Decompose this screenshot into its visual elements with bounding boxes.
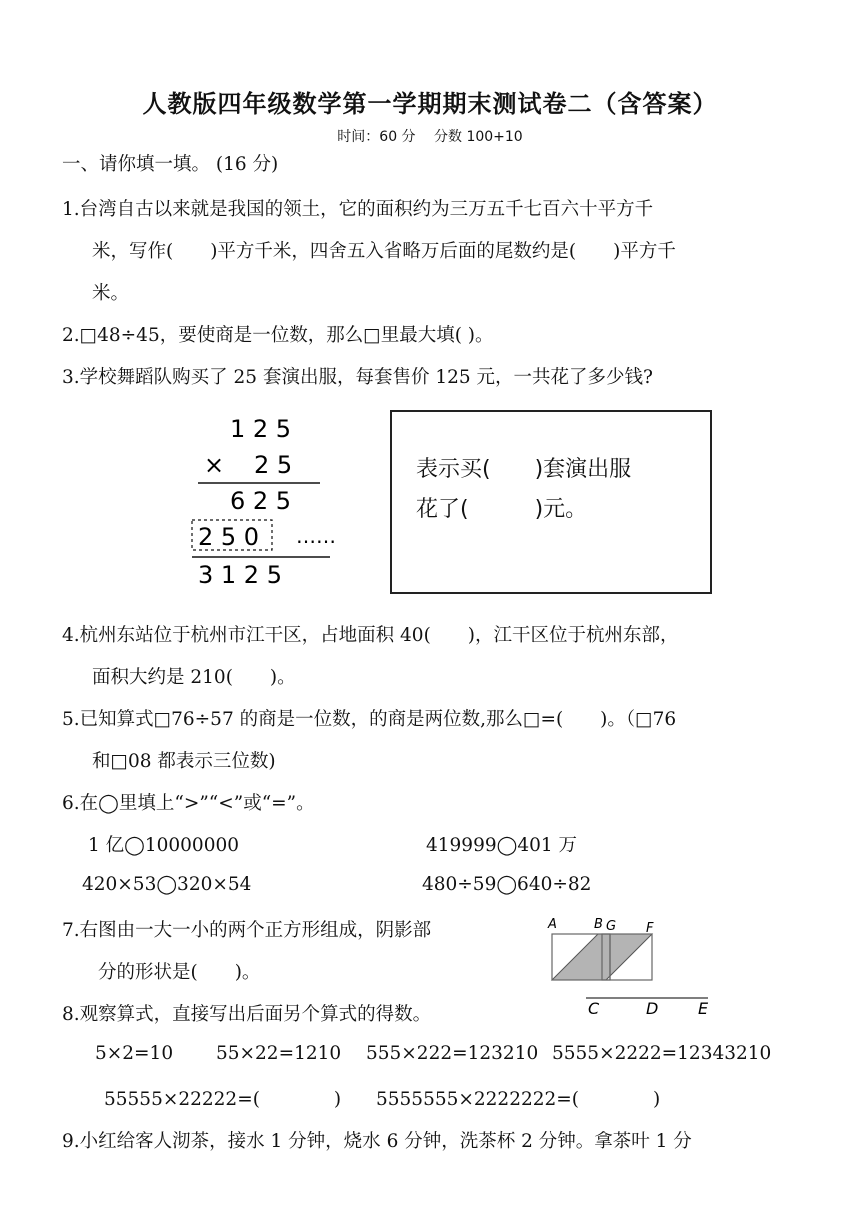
q4-line2: 面积大约是 210( )。	[92, 667, 296, 688]
squares-figure	[540, 908, 720, 1020]
q8-eq3: 555×222=123210	[366, 1043, 539, 1064]
q7-line2: 分的形状是( )。	[98, 962, 261, 983]
q6-compare-b: 419999◯401 万	[426, 835, 578, 856]
q1-line1: 1.台湾自古以来就是我国的领土，它的面积约为三万五千七百六十平方千	[62, 199, 654, 220]
q8-line1: 8.观察算式，直接写出后面另个算式的得数。	[62, 1004, 432, 1025]
section-heading: 一、请你填一填。 (16 分)	[62, 154, 279, 175]
q5-line2: 和□08 都表示三位数)	[92, 751, 276, 772]
calc-row4: 2 5 0	[198, 523, 260, 551]
label-e: E	[698, 999, 709, 1018]
q2-line1: 2.□48÷45，要使商是一位数，那么□里最大填( )。	[62, 325, 494, 346]
q4-line1: 4.杭州东站位于杭州市江干区，占地面积 40( )，江干区位于杭州东部，	[62, 625, 679, 646]
q1-line3: 米。	[92, 283, 130, 304]
label-d: D	[646, 999, 659, 1018]
label-a: A	[548, 917, 557, 932]
label-g: G	[606, 919, 617, 934]
q7-line1: 7.右图由一大一小的两个正方形组成，阴影部	[62, 920, 432, 941]
q6-compare-a: 1 亿◯10000000	[88, 835, 240, 856]
q6-compare-c: 420×53◯320×54	[82, 874, 252, 895]
calc-operator: ×	[204, 451, 225, 479]
page-title: 人教版四年级数学第一学期期末测试卷二（含答案）	[142, 89, 718, 118]
exam-info: 时间：60 分 分数 100+10	[337, 129, 523, 145]
q6-compare-d: 480÷59◯640÷82	[422, 874, 592, 895]
q5-line1: 5.已知算式□76÷57 的商是一位数，的商是两位数,那么□=( )。（□76	[62, 709, 677, 730]
calc-row5: 3 1 2 5	[198, 561, 282, 589]
q3-line1: 3.学校舞蹈队购买了 25 套演出服，每套售价 125 元，一共花了多少钱?	[62, 367, 653, 388]
q9-line1: 9.小红给客人沏茶，接水 1 分钟，烧水 6 分钟，洗茶杯 2 分钟。拿茶叶 1 分	[62, 1131, 692, 1152]
multiplication-calculation	[180, 405, 380, 595]
q1-line2: 米，写作( )平方千米，四舍五入省略万后面的尾数约是( )平方千	[92, 241, 676, 262]
calc-dots: ……	[296, 524, 336, 548]
q8-eq5: 55555×22222=( )	[104, 1089, 342, 1110]
explanation-line1: 表示买( )套演出服	[416, 457, 632, 482]
q8-eq6: 5555555×2222222=( )	[376, 1089, 661, 1110]
label-b: B	[594, 917, 603, 932]
q6-line1: 6.在◯里填上“>”“<”或“=”。	[62, 793, 315, 814]
label-c: C	[588, 999, 600, 1018]
calc-row2: 2 5	[254, 451, 293, 479]
calc-row3: 6 2 5	[230, 487, 292, 515]
q8-eq1: 5×2=10	[95, 1043, 174, 1064]
calc-row1: 1 2 5	[230, 415, 292, 443]
q8-eq4: 5555×2222=12343210	[552, 1043, 772, 1064]
label-f: F	[646, 921, 654, 936]
q8-eq2: 55×22=1210	[216, 1043, 342, 1064]
explanation-line2: 花了( )元。	[416, 497, 588, 522]
